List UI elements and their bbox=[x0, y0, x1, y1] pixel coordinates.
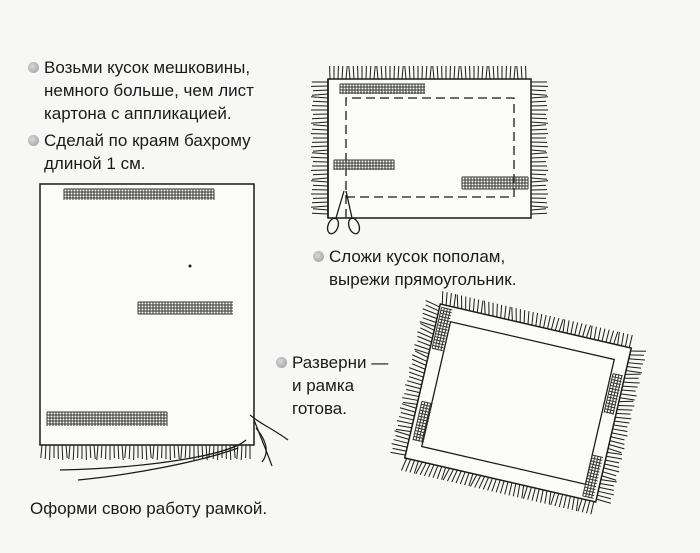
step-3-line-2: вырежи прямоугольник. bbox=[329, 270, 517, 289]
step-4-line-1: Разверни — bbox=[292, 353, 389, 372]
caption: Оформи свою работу рамкой. bbox=[30, 499, 268, 518]
step-3-line-1: Сложи кусок пополам, bbox=[329, 247, 506, 266]
step-1-line-1: Возьми кусок мешковины, bbox=[44, 58, 251, 77]
step-4-line-2: и рамка bbox=[292, 376, 355, 395]
step-1-line-3: картона с аппликацией. bbox=[44, 104, 232, 123]
step-2-line-2: длиной 1 см. bbox=[44, 154, 146, 173]
step-1-line-2: немного больше, чем лист bbox=[44, 81, 254, 100]
step-4-line-3: готова. bbox=[292, 399, 347, 418]
step-2-line-1: Сделай по краям бахрому bbox=[44, 131, 251, 150]
